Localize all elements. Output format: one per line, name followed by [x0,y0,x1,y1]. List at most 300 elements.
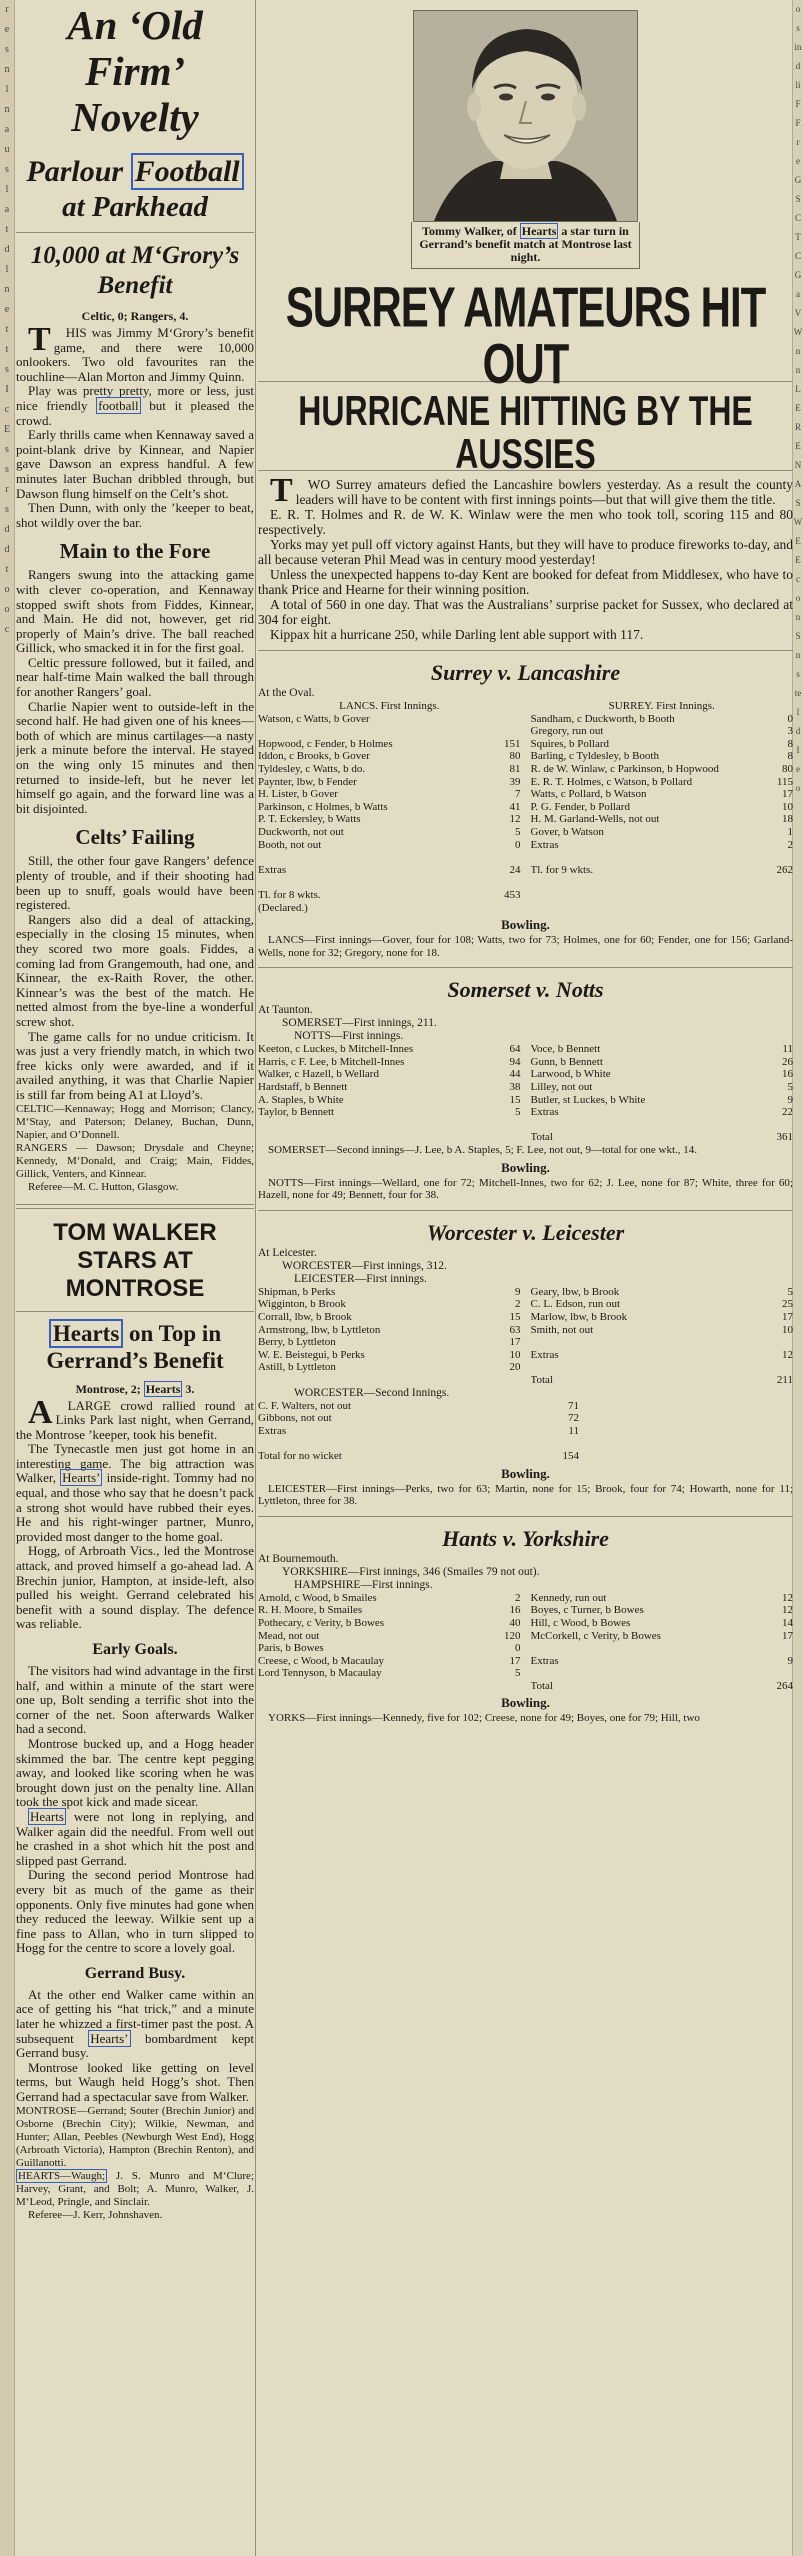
batsman-entry: Geary, lbw, b Brook [530,1285,620,1298]
article-paragraph: THIS was Jimmy M‘Grory’s benefit game, and there were 10,000 onlookers. Two old favourites ran the touchline—Alan Morton and Jimmy Quinn. [16,321,254,384]
edge-fragment: I [5,384,9,395]
scorecard-column-surrey [531,700,794,914]
team-lineup-hearts: HEARTS—Waugh; J. S. Munro and M‘Clure; Harvey, Grant, and Bolt; A. Munro, Walker, J. M‘Leod, Pringle, and Sinclair. [16,2169,254,2208]
runs-value: 264 [776,1679,793,1692]
right-column [258,0,793,2556]
innings-line: NOTTS—First innings. [294,1030,404,1043]
headline-tom-walker: TOM WALKER STARS AT MONTROSE [53,1218,217,1302]
batsman-entry: C. F. Walters, not out [258,1399,352,1412]
batsman-entry: Gunn, b Bennett [530,1055,603,1068]
batsman-entry: Gover, b Watson [530,825,604,838]
scorecard-column-left [258,1592,521,1693]
scorecard-worcester-leicester [258,1286,793,1387]
batsman-entry: Hopwood, c Fender, b Holmes [258,737,393,750]
batsman-entry: Mead, not out [258,1629,320,1642]
score-row [258,1286,521,1299]
score-row [258,1081,521,1094]
score-row [531,1094,794,1107]
bowling-figures: YORKS—First innings—Kennedy, five for 102; Creese, none for 49; Boyes, one for 79; Hill, two [268,1712,700,1725]
edge-fragment: e [796,156,800,166]
match-title-hants-yorkshire: Hants v. Yorkshire [442,1525,609,1551]
runs-value: 14 [782,1616,793,1629]
edge-fragment: n [4,284,10,295]
runs-value: 26 [782,1055,793,1068]
article-paragraph: Montrose bucked up, and a Hogg header skimmed the bar. The centre kept pegging away, and looked like scoring when he was brought down just on the penalty line. Allan took the spot kick and made sicear. [16,1735,254,1810]
runs-value: 10 [509,1348,521,1361]
runs-value: 15 [509,1311,521,1323]
score-row [531,1642,794,1655]
score-row [531,1131,794,1144]
match-result-montrose-hearts: Montrose, 2; Hearts 3. [75,1381,195,1396]
score-row [258,776,521,789]
score-row [531,839,794,852]
innings-heading: SURREY. First Innings. [608,700,715,712]
left-page-edge [0,0,15,2556]
edge-fragment: r [5,4,9,15]
batsman-entry: Total [530,1679,553,1692]
edge-fragment: d [4,544,10,555]
innings-line: SOMERSET—First innings, 211. [282,1017,437,1030]
batsman-entry: Corrall, lbw, b Brook [258,1311,352,1323]
batsman-entry: Butler, st Luckes, b White [530,1093,646,1106]
right-page-edge [792,0,803,2556]
score-row [531,1286,794,1299]
edge-fragment: E [3,424,11,435]
runs-value: 12 [782,1604,793,1617]
runs-value: 151 [504,737,521,750]
edge-fragment: s [796,669,800,679]
batsman-entry: Astill, b Lyttleton [258,1361,336,1374]
batsman-entry: Voce, b Bennett [530,1043,601,1056]
bowling-heading: Bowling. [501,1465,550,1481]
article-paragraph: The Tynecastle men just got home in an interesting game. The big attraction was Walker, Hearts’ inside-right. Tommy had no equal, and those who say that he doesn’t pack a strong shot would have rubbed their eyes. He and his right-winger partner, Munro, provided most danger to the home goal. [16,1441,254,1544]
bowling-figures: LEICESTER—First innings—Perks, two for 63; Martin, none for 15; Brook, four for 74; Howarth, none for 11; Lyttleton, three for 38. [258,1482,793,1508]
score-row [258,1094,521,1107]
score-row [258,889,521,902]
batsman-entry [258,725,261,738]
article-paragraph: Rangers also did a deal of attacking, especially in the closing 15 minutes, when they scored two more goals. Fiddes, a coming lad from Grangemouth, had one, and Kinnear, the ex-Raith Rover, the other. Kinnear’s was the best of the match. He netted almost from the bye-line a wonderful screw shot. [16,911,254,1029]
runs-value: 41 [509,800,521,813]
article-paragraph: Yorks may yet pull off victory against Hants, but they will have to produce fireworks to-day, and all because veteran Phil Mead was in century mood yesterday! [258,537,793,567]
edge-fragment: G [794,270,802,280]
headline-hearts-on-top: Hearts on Top in Gerrand’s Benefit [46,1320,224,1373]
score-row [531,1630,794,1643]
batsman-entry: Total [530,1131,553,1144]
edge-fragment: l [5,264,9,275]
match-venue: At Bournemouth. [258,1552,339,1565]
article-paragraph: During the second period Montrose had every bit as much of the game as their opponents. Only five minutes had gone when they reduced the leeway. Wilkie sent up a fine pass to Allan, who in turn slipped to Hogg for the centre to score a lovely goal. [16,1867,254,1956]
divider [16,1311,254,1312]
runs-value: 44 [509,1068,521,1081]
match-result-celtic-rangers: Celtic, 0; Rangers, 4. [81,309,189,323]
runs-value: 154 [562,1449,579,1462]
batsman-entry: Hill, c Wood, b Bowes [530,1616,631,1629]
score-row [531,750,794,763]
score-row [531,826,794,839]
divider [258,650,793,651]
batsman-entry: Extras [258,1424,287,1437]
batsman-entry: Taylor, b Bennett [258,1106,335,1119]
runs-value: 39 [509,775,521,788]
article-paragraph: Celtic pressure followed, but it failed, and near half-time Main walked the ball through for another Rangers’ goal. [16,654,254,700]
scorecard-somerset-notts [258,1043,793,1144]
batsman-entry: (Declared.) [258,901,308,914]
score-row [258,738,521,751]
edge-fragment: s [5,464,9,475]
article-paragraph: A total of 560 in one day. That was the Australians’ surprise packet for Sussex, who declared at 304 for eight. [258,597,793,627]
runs-value: 2 [787,838,793,851]
score-row [531,725,794,738]
edge-fragment: n [4,64,10,75]
score-row [258,1604,521,1617]
score-row [531,1617,794,1630]
article-paragraph: Montrose looked like getting on level terms, but Waugh held Hogg’s shot. Then Gerrand had a spectacular save from Walker. [16,2059,254,2105]
second-innings-list [258,1400,579,1463]
score-row [258,876,521,889]
batsman-entry: Paris, b Bowes [258,1642,324,1655]
score-row [531,1336,794,1349]
score-row [531,763,794,776]
match-venue: At Taunton. [258,1004,313,1017]
score-row [258,1642,521,1655]
scorecard-column-left [258,1286,521,1387]
batsman-entry: Parkinson, c Holmes, b Watts [258,800,388,813]
runs-value: 1 [787,825,793,838]
highlight-hearts-inline: Hearts’ [62,1470,101,1486]
article-paragraph: Hogg, of Arbroath Vics., led the Montrose attack, and proved himself a go-ahead lad. A Brechin junior, Hampton, at inside-left, also pulled his weight. Gerrand celebrated his benefit with a sound display. The defence was reliable. [16,1543,254,1632]
innings-line: YORKSHIRE—First innings, 346 (Smailes 79 not out). [282,1565,540,1578]
edge-fragment: r [796,137,800,147]
score-row [531,801,794,814]
score-row [258,1068,521,1081]
runs-value: 0 [515,838,521,851]
edge-fragment: n [795,612,801,622]
highlight-hearts-inline: Hearts [30,1808,64,1824]
batsman-entry: Gregory, run out [530,725,604,738]
score-row [531,1604,794,1617]
score-row [258,1400,579,1413]
batsman-entry: Tl. for 8 wkts. [258,888,321,901]
match-title-somerset-notts: Somerset v. Notts [447,977,604,1003]
edge-fragment: G [794,175,802,185]
scorecard-column-right [531,1286,794,1387]
batsman-entry: Berry, b Lyttleton [258,1336,336,1349]
edge-fragment: E [795,441,801,451]
runs-value: 0 [515,1642,521,1655]
runs-value: 3 [787,725,793,738]
runs-value: 80 [509,750,521,763]
edge-fragment: d [4,524,10,535]
score-row [258,1655,521,1668]
innings-line: SOMERSET—Second innings—J. Lee, b A. Staples, 5; F. Lee, not out, 9—total for one wkt., 14. [268,1144,698,1157]
score-row [531,1374,794,1387]
runs-value: 38 [509,1081,521,1094]
score-row [258,1667,521,1680]
score-row [258,763,521,776]
runs-value: 15 [509,1093,521,1106]
score-row [531,1311,794,1324]
divider [258,967,793,968]
edge-fragment: s [5,164,9,175]
runs-value: 115 [776,775,793,788]
score-row [258,1592,521,1605]
referee-line: Referee—J. Kerr, Johnshaven. [28,2208,163,2221]
score-row [531,776,794,789]
bowling-figures: LANCS—First innings—Gover, four for 108; Watts, two for 73; Holmes, one for 60; Fender, one for 156; Garland-Wells, none for 32; Gregory, none for 18. [258,934,793,959]
left-column [16,0,254,2556]
crosshead-main-to-the-fore: Main to the Fore [59,539,211,564]
edge-fragment: C [794,213,801,223]
score-row [531,1119,794,1132]
score-row [258,851,521,864]
article-paragraph: E. R. T. Holmes and R. de W. K. Winlaw were the men who took toll, scoring 115 and 80 respectively. [258,507,793,537]
edge-fragment: W [793,517,803,527]
score-row [258,1106,521,1119]
batsman-entry: Lilley, not out [530,1081,593,1094]
runs-value: 18 [782,813,793,826]
score-row [531,1324,794,1337]
crosshead-gerrand-busy: Gerrand Busy. [84,1964,186,1982]
batsman-entry: C. L. Edson, run out [530,1298,621,1311]
score-row [258,1450,579,1463]
edge-fragment: t [5,324,9,335]
edge-fragment: r [5,484,9,495]
edge-fragment: L [795,384,801,394]
bowling-figures: NOTTS—First innings—Wellard, one for 72; Mitchell-Innes, two for 62; J. Lee, none for 87; White, three for 60; Hazell, none for 49; Bennett, four for 38. [258,1176,793,1202]
batsman-entry: W. E. Beistegui, b Perks [258,1348,365,1361]
score-row [531,1349,794,1362]
edge-fragment: n [795,650,801,660]
batsman-entry [531,1336,534,1349]
runs-value: 10 [782,800,793,813]
batsman-entry: McCorkell, c Verity, b Bowes [530,1629,661,1642]
batsman-entry: Larwood, b White [530,1068,611,1081]
article-paragraph: Then Dunn, with only the ’keeper to beat, shot wildly over the bar. [16,500,254,530]
runs-value: 120 [504,1629,521,1642]
score-row [531,1655,794,1668]
edge-fragment: n [795,346,801,356]
runs-value: 0 [787,712,793,725]
runs-value: 2 [515,1591,521,1604]
batsman-entry: Squires, b Pollard [530,737,610,750]
runs-value: 5 [515,825,521,838]
batsman-entry: Walker, c Hazell, b Wellard [258,1068,379,1081]
batsman-entry: Creese, c Wood, b Macaulay [258,1654,384,1667]
batsman-entry [258,1437,261,1450]
score-row [531,1043,794,1056]
edge-fragment: C [794,251,801,261]
runs-value: 8 [787,750,793,763]
bowling-heading: Bowling. [501,1695,550,1711]
edge-fragment: e [796,764,800,774]
batsman-entry: Gibbons, not out [258,1412,332,1425]
score-row [531,1667,794,1680]
runs-value: 20 [509,1361,521,1374]
runs-value: 9 [787,1093,793,1106]
innings-heading: LANCS. First Innings. [339,700,440,712]
bowling-heading: Bowling. [501,917,550,933]
score-row [531,813,794,826]
edge-fragment: t [5,344,9,355]
batsman-entry: Booth, not out [258,838,322,851]
edge-fragment: t [5,224,9,235]
batsman-entry: Lord Tennyson, b Macaulay [258,1667,382,1680]
runs-value: 11 [568,1424,579,1437]
edge-fragment: I [796,745,800,755]
match-venue: At Leicester. [258,1246,317,1259]
batsman-entry: Extras [530,1654,559,1667]
runs-value: 12 [782,1591,793,1604]
runs-value: 12 [782,1348,793,1361]
divider [16,232,254,233]
batsman-entry: H. M. Garland-Wells, not out [530,813,660,826]
batsman-entry: Extras [530,1106,559,1119]
edge-fragment: in [794,42,802,52]
innings-line: HAMPSHIRE—First innings. [294,1578,433,1591]
edge-fragment: e [4,304,10,315]
batsman-entry [531,1667,534,1680]
batsman-entry: Duckworth, not out [258,825,344,838]
headline-novelty: Novelty [71,94,199,140]
batsman-entry: Harris, c F. Lee, b Mitchell-Innes [258,1055,405,1068]
runs-value: 25 [782,1298,793,1311]
edge-fragment: t [5,564,9,575]
score-row [258,1349,521,1362]
headline-parlour-football [16,154,254,190]
edge-fragment: V [794,308,802,318]
batsman-entry: Smith, not out [530,1323,594,1336]
team-lineup-montrose: MONTROSE—Gerrand; Souter (Brechin Junior) and Osborne (Brechin City); Wilkie, Newman, and Hunter; Allan, Peebles (Newburgh West End), Hogg (Arbroath Victoria), Hampton (Brechin Renton), and Guillanotti. [16,2104,254,2169]
edge-fragment: A [794,479,802,489]
scorecard-column-lancs [258,700,521,914]
score-row [258,1425,579,1438]
portrait-illustration [414,11,637,221]
batsman-entry: Tyldesley, c Watts, b do. [258,762,366,775]
score-row [258,1298,521,1311]
score-row [258,713,521,726]
batsman-entry: Hardstaff, b Bennett [258,1081,348,1094]
score-row [531,788,794,801]
score-row [258,1412,579,1425]
edge-fragment: c [4,624,10,635]
batsman-entry: Extras [530,1348,559,1361]
runs-value: 10 [782,1323,793,1336]
highlight-hearts-caption: Hearts [521,224,557,238]
score-row [258,813,521,826]
score-row [258,788,521,801]
score-row [258,1336,521,1349]
innings-line: WORCESTER—Second Innings. [294,1386,450,1399]
innings-line: WORCESTER—First innings, 312. [282,1259,447,1272]
article-paragraph: The game calls for no undue criticism. It was just a very friendly match, in which two free kicks only were awarded, and if it availed anything, it was that Charlie Napier is still far from being A1 at Lloyd’s. [16,1028,254,1102]
score-row [531,1068,794,1081]
edge-fragment: F [795,99,801,109]
batsman-entry: Shipman, b Perks [258,1285,336,1298]
edge-fragment: li [795,80,801,90]
runs-value: 94 [509,1055,521,1068]
edge-fragment: n [4,104,10,115]
batsman-entry [531,1361,534,1374]
score-row [531,851,794,864]
edge-fragment: o [795,783,801,793]
score-row [531,713,794,726]
edge-fragment: s [796,23,800,33]
edge-fragment: S [795,631,801,641]
runs-value: 63 [509,1323,521,1336]
edge-fragment: W [793,327,803,337]
batsman-entry [258,851,261,864]
runs-value: 7 [515,788,521,801]
portrait-photo [413,10,638,222]
edge-fragment: E [795,555,801,565]
edge-fragment: s [5,444,9,455]
batsman-entry: A. Staples, b White [258,1093,344,1106]
runs-value: 5 [787,1285,793,1298]
runs-value: 24 [509,863,521,876]
runs-value: 11 [782,1043,793,1056]
edge-fragment: te [794,688,802,698]
bowling-heading: Bowling. [501,1159,550,1175]
batsman-entry: Pothecary, c Verity, b Bowes [258,1616,385,1629]
batsman-entry: Boyes, c Turner, b Bowes [530,1604,644,1617]
match-title-surrey-lancashire: Surrey v. Lancashire [430,660,621,685]
batsman-entry: R. H. Moore, b Smailes [258,1604,363,1617]
score-row [531,1081,794,1094]
runs-value: 9 [515,1285,521,1298]
batsman-entry: P. T. Eckersley, b Watts [258,813,361,826]
runs-value: 17 [509,1654,521,1667]
article-paragraph: Rangers swung into the attacking game with clever co-operation, and Kennaway stopped swift shots from Fiddes, Kinnear, and Main. He did not, however, get rid properly of Main’s drive. The ball reached Gillick, who smacked it in for the first goal. [16,567,254,656]
headline-surrey-amateurs: SURREY AMATEURS HIT OUT [285,274,766,396]
edge-fragment: d [4,244,10,255]
batsman-entry: P. G. Fender, b Pollard [530,800,630,813]
batsman-entry: Tl. for 9 wkts. [530,863,594,876]
score-row [258,1617,521,1630]
crosshead-celts-failing: Celts’ Failing [75,825,195,850]
edge-fragment: o [4,604,10,615]
score-row [258,839,521,852]
article-paragraph: Still, the other four gave Rangers’ defence plenty of trouble, and if their shooting had been up to snuff, goals would have been registered. [16,853,254,913]
edge-fragment: s [5,44,9,55]
runs-value: 12 [509,813,521,826]
batsman-entry: Total for no wicket [258,1449,342,1462]
batsman-entry [531,851,534,864]
highlight-hearts-inline: Hearts’ [90,2030,129,2046]
batsman-entry: Kennedy, run out [530,1591,607,1604]
score-row [258,725,521,738]
runs-value: 9 [787,1654,793,1667]
edge-fragment: N [794,460,802,470]
headline-parlour: Parlour [26,155,124,188]
edge-fragment: d [795,726,801,736]
edge-fragment: l [796,707,800,717]
article-paragraph: Play was pretty pretty, more or less, just nice friendly football but it pleased the crowd. [16,383,254,428]
score-row [531,1361,794,1374]
batsman-entry: Extras [530,838,559,851]
scorecard-column-right [531,1592,794,1693]
match-venue: At the Oval. [258,687,315,699]
runs-value: 17 [782,1311,793,1323]
article-paragraph: TWO Surrey amateurs defied the Lancashire bowlers yesterday. As a result the county leaders will have to be content with first innings points—but that will give them the title. [270,472,793,509]
runs-value: 361 [776,1131,793,1144]
highlight-football: Football [131,153,244,190]
runs-value: 211 [776,1373,793,1386]
score-row [258,1056,521,1069]
batsman-entry [531,1119,534,1132]
runs-value: 8 [787,737,793,750]
batsman-entry: E. R. T. Holmes, c Watson, b Pollard [530,775,693,788]
edge-fragment: d [795,61,801,71]
